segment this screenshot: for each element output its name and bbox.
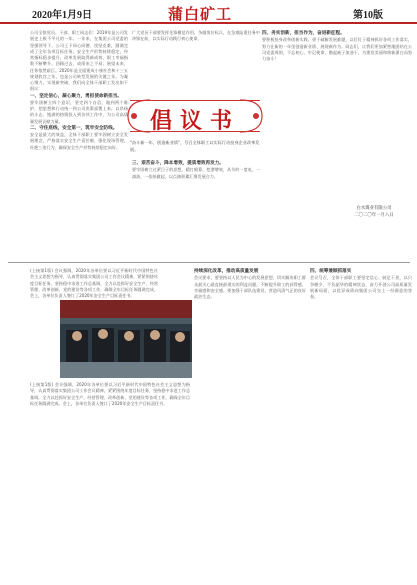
middle-body: 广大党员干部要发挥先锋模范作用，争做岗位标兵，在急难险重任务中冲锋在前，以实际行动践行初心使命。 bbox=[132, 30, 260, 42]
banner-title: 倡议书 bbox=[149, 108, 240, 134]
report-left bbox=[30, 268, 158, 298]
issue-date: 2020年1月9日 bbox=[32, 10, 92, 21]
body-2: 安全是最大的效益，全体干部职工要牢固树立安全发展理念，严格落实安全生产责任制，强化现场管理，杜绝三违行为，确保安全生产形势持续稳定向好。 bbox=[30, 132, 128, 150]
report-left-text: (上接第1版) 会议强调，2020年各单位要以习近平新时代中国特色社会主义思想为指导，认真贯彻落实集团公司工作会议精神，紧紧围绕年度目标任务，坚持稳中求进工作总基调，全力以赴抓好安全生产、经营管理、改革创新、党的建设等各项工作，确保全年目标任务圆满完成。会上，各单位负责人签订了2020年安全生产目标责任书。 bbox=[30, 268, 158, 298]
report-heading-right: 四、统筹兼顾抓落实 bbox=[310, 269, 352, 274]
article-middle bbox=[132, 160, 260, 260]
report-right bbox=[310, 268, 412, 578]
heading-1: 一、坚定信心，凝心聚力，勇担使命新担当。 bbox=[30, 93, 122, 99]
report-right-text: 会议号召，全体干部职工要坚定信心、鼓足干劲，以只争朝夕、不负韶华的精神状态，奋力开创公司高质量发展新局面，以优异成绩向集团公司交上一份满意的答卷。 bbox=[310, 275, 412, 299]
article-right bbox=[262, 30, 412, 200]
banner-quote: "奋斗新一年，创造新业绩"，号召全体职工以实际行动投身企业改革发展。 bbox=[130, 140, 260, 152]
proposal-banner bbox=[130, 100, 260, 132]
signature-org: 白水煤业有限公司 bbox=[356, 206, 392, 211]
page-header bbox=[0, 0, 417, 24]
body-1: 要牢固树立四个意识，坚定四个自信，做到两个维护，把思想和行动统一到公司决策部署上来，以昂扬的斗志、饱满的热情投入到各项工作中，为公司高质量发展贡献力量。 bbox=[30, 99, 128, 124]
meeting-photo bbox=[60, 300, 192, 378]
article-intro bbox=[30, 30, 128, 260]
signature-block bbox=[340, 205, 408, 219]
report-left-2 bbox=[30, 382, 190, 578]
body-3: 要牢固树立过紧日子的思想，精打细算，挖潜增效，从节约一度电、一滴油、一张纸做起，以点滴积累汇聚发展合力。 bbox=[132, 167, 260, 179]
heading-3: 三、艰苦奋斗，降本增效，提质增效再发力。 bbox=[132, 161, 224, 166]
heading-2: 二、守住底线，安全第一，筑牢安全防线。 bbox=[30, 125, 118, 131]
article-middle-top bbox=[132, 30, 260, 96]
signature-date: 二〇二〇年一月八日 bbox=[354, 213, 394, 218]
body-4: 要积极投身改革创新实践，勇于破解发展难题，以钉钉子精神抓好各项工作落实，努力在新的一年里创造新业绩、展现新作为。同志们，让我们更加紧密地团结在公司党委周围，不忘初心、牢记使命，撸起袖子加油干，为建设美丽和谐新蒲白而努力奋斗！ bbox=[262, 37, 412, 61]
heading-4: 四、务实创新，担当作为，奋进新征程。 bbox=[262, 31, 345, 36]
report-heading-mid: 持续深化改革，推动高质量发展 bbox=[194, 269, 259, 274]
report-left-text-2: (上接第1版) 会议强调，2020年各单位要以习近平新时代中国特色社会主义思想为指导，认真贯彻落实集团公司工作会议精神，紧紧围绕年度目标任务，坚持稳中求进工作总基调，全力以赴抓好安全生产、经营管理、改革创新、党的建设等各项工作，确保全年目标任务圆满完成。会上，各单位负责人签订了2020年安全生产目标责任书。 bbox=[30, 382, 190, 406]
intro-text: 公司全体党员、干部、职工同志们：2019年是公司发展史上极不平凡的一年。一年来，在集团公司党委的坚强领导下，公司上下同心同德、攻坚克难，圆满完成了全年各项目标任务。安全生产形势持续稳定，经营指标稳步提升，改革发展取得新成效，职工幸福指数不断攀升。回顾过去，成绩来之不易；展望未来，任务依然艰巨。2020年是全面建成小康社会和十三五规划收官之年，也是公司转型发展的关键之年。为凝心聚力，实现新突破，我们向全体干部职工发出如下倡议： bbox=[30, 30, 128, 92]
section-divider bbox=[8, 262, 410, 263]
page-number: 第10版 bbox=[353, 10, 383, 21]
meeting-illustration bbox=[60, 300, 192, 378]
report-mid-text: 会议要求，要坚持以人民为中心的发展思想，切实解决职工群众最关心最直接最现实的利益问题，不断提升职工的获得感、幸福感和安全感。要加强干部队伍建设，营造风清气正的良好政治生态。 bbox=[194, 275, 306, 299]
report-middle bbox=[194, 268, 306, 578]
masthead: 蒲白矿工 bbox=[168, 5, 233, 23]
